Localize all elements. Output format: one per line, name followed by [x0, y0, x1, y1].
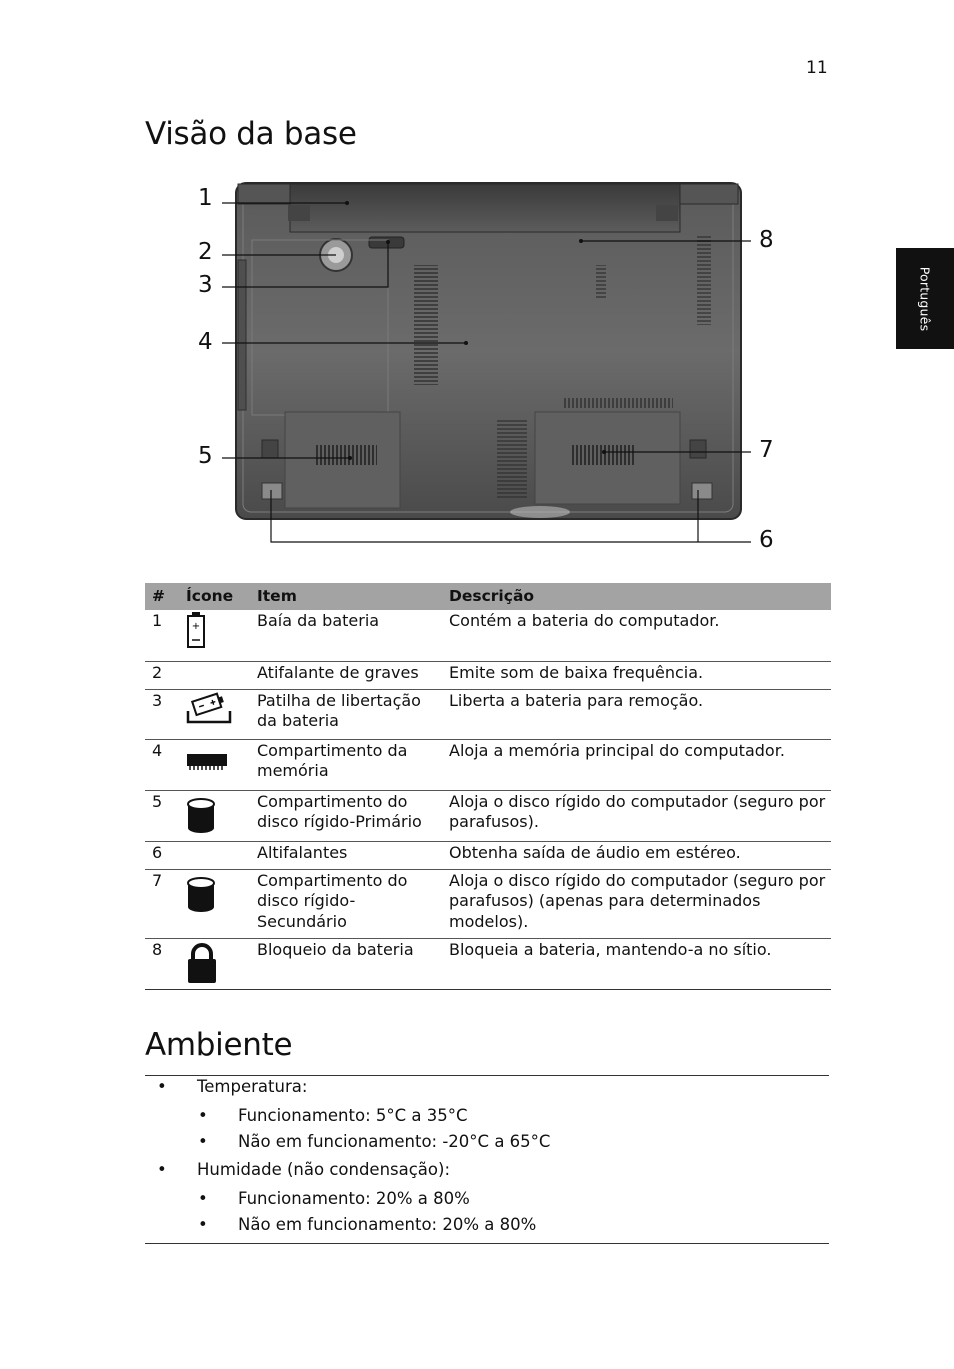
section-title-base-view: Visão da base [145, 116, 357, 152]
laptop-base-figure [0, 0, 954, 570]
row-number: 2 [145, 661, 175, 689]
table-row [145, 610, 831, 661]
battery-icon [186, 611, 206, 649]
memory-icon [186, 752, 228, 772]
battery-pack [290, 184, 680, 232]
battery-release-icon [186, 691, 232, 725]
row-number: 8 [145, 938, 175, 989]
language-tab-label: Português [917, 266, 933, 331]
section-title-environment: Ambiente [145, 1027, 293, 1063]
row-description: Obtenha saída de áudio em estéreo. [442, 841, 831, 869]
bullet-icon: • [198, 1215, 208, 1234]
row-description: Aloja o disco rígido do computador (seguro por parafusos). [442, 790, 831, 841]
list-item-text: Funcionamento: 5°C a 35°C [238, 1106, 468, 1125]
svg-text:+: + [191, 621, 201, 632]
table-header-row [145, 583, 831, 610]
hard-disk-icon [186, 876, 216, 914]
row-description: Liberta a bateria para remoção. [442, 689, 831, 739]
row-description: Aloja a memória principal do computador. [442, 739, 831, 790]
header-description: Descrição [442, 583, 831, 610]
row-number: 5 [145, 790, 175, 841]
table-row [145, 790, 831, 841]
row-description: Contém a bateria do computador. [442, 610, 831, 661]
callout-3: 3 [198, 272, 213, 298]
hard-disk-icon [186, 797, 216, 835]
bullet-icon: • [198, 1106, 208, 1125]
components-table [145, 583, 831, 990]
row-number: 4 [145, 739, 175, 790]
table-row [145, 661, 831, 689]
lock-icon [186, 942, 218, 984]
row-item: Altifalantes [250, 841, 442, 869]
list-item-text: Não em funcionamento: 20% a 80% [238, 1215, 537, 1234]
row-item: Compartimento da memória [250, 739, 442, 790]
table-row [145, 841, 831, 869]
callout-1: 1 [198, 185, 213, 211]
row-item: Compartimento do disco rígido-Secundário [250, 869, 442, 938]
table-row [145, 739, 831, 790]
table-row [145, 869, 831, 938]
row-item: Bloqueio da bateria [250, 938, 442, 989]
row-number: 1 [145, 610, 175, 661]
callout-8: 8 [759, 227, 774, 253]
row-number: 6 [145, 841, 175, 869]
row-description: Bloqueia a bateria, mantendo-a no sítio. [442, 938, 831, 989]
header-item: Item [250, 583, 442, 610]
row-number: 7 [145, 869, 175, 938]
page-number: 11 [806, 58, 828, 78]
environment-top-rule [145, 1075, 829, 1076]
callout-2: 2 [198, 239, 213, 265]
bullet-icon: • [157, 1160, 167, 1179]
row-description: Aloja o disco rígido do computador (seguro por parafusos) (apenas para determinados modelos). [442, 869, 831, 938]
row-description: Emite som de baixa frequência. [442, 661, 831, 689]
list-item-text: Temperatura: [197, 1077, 308, 1096]
list-item-text: Funcionamento: 20% a 80% [238, 1189, 470, 1208]
table-row [145, 938, 831, 989]
callout-5: 5 [198, 443, 213, 469]
row-item: Compartimento do disco rígido-Primário [250, 790, 442, 841]
environment-bottom-rule [145, 1243, 829, 1244]
header-icon: Ícone [175, 583, 250, 610]
bullet-icon: • [157, 1077, 167, 1096]
row-item: Baía da bateria [250, 610, 442, 661]
callout-7: 7 [759, 437, 774, 463]
table-row [145, 689, 831, 739]
header-number: # [145, 583, 175, 610]
row-item: Atifalante de graves [250, 661, 442, 689]
bullet-icon: • [198, 1189, 208, 1208]
list-item-text: Humidade (não condensação): [197, 1160, 451, 1179]
row-number: 3 [145, 689, 175, 739]
row-item: Patilha de libertação da bateria [250, 689, 442, 739]
callout-4: 4 [198, 329, 213, 355]
bullet-icon: • [198, 1132, 208, 1151]
callout-6: 6 [759, 527, 774, 553]
list-item-text: Não em funcionamento: -20°C a 65°C [238, 1132, 551, 1151]
laptop-base-illustration [0, 0, 954, 570]
